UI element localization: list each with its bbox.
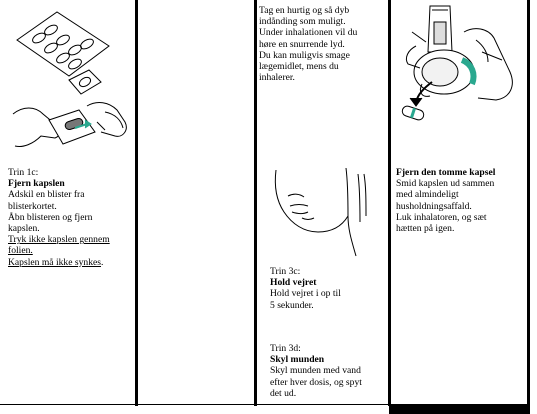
remove-capsule-line-4: Luk inhalatoren, og sæt xyxy=(396,211,487,223)
bottom-bar xyxy=(389,405,530,414)
inhale-line-4: høre en snurrende lyd. xyxy=(259,38,345,50)
inhale-line-3: Under inhalationen vil du xyxy=(259,27,358,39)
step-3d-line-3: det ud. xyxy=(270,387,297,399)
step-1c-warning-2: folien. xyxy=(8,245,33,257)
step-3d-line-1: Skyl munden med vand xyxy=(270,365,361,377)
column-divider-4 xyxy=(527,0,530,406)
step-1c-no-swallow: Kapslen må ikke synkes xyxy=(8,256,101,268)
column-divider-3 xyxy=(388,0,391,406)
step-3d-heading: Skyl munden xyxy=(270,354,325,366)
remove-capsule-line-1: Smid kapslen ud sammen xyxy=(396,178,495,190)
col3-step-3d xyxy=(270,343,362,399)
column-divider-1 xyxy=(135,0,138,406)
capsule-icon xyxy=(401,105,425,121)
inhaler-remove-capsule-illustration xyxy=(392,2,526,130)
step-1c-line-3: Åbn blisteren og fjern xyxy=(8,211,93,223)
step-3c-line-2: 5 sekunder. xyxy=(270,299,314,311)
step-1c-line-4: kapslen. xyxy=(8,223,40,235)
remove-capsule-line-3: husholdningsaffald. xyxy=(396,200,472,212)
inhaler-icon xyxy=(414,6,474,96)
bottom-rule xyxy=(0,404,530,405)
inhale-line-7: inhalerer. xyxy=(259,72,295,84)
col3-inhale-text xyxy=(259,5,357,83)
remove-capsule-line-5: hætten på igen. xyxy=(396,223,455,235)
step-3c-heading: Hold vejret xyxy=(270,277,317,289)
step-1c-warning-1: Tryk ikke kapslen gennem xyxy=(8,234,110,246)
col3-step-3c xyxy=(270,266,341,311)
step-1c-no-swallow-end: . xyxy=(101,256,104,268)
step-1c-line-2: blisterkortet. xyxy=(8,200,57,212)
remove-capsule-heading: Fjern den tomme kapsel xyxy=(396,167,496,178)
blister-illustration xyxy=(5,2,135,162)
step-3d-line-2: efter hver dosis, og spyt xyxy=(270,376,362,388)
col1-text xyxy=(8,167,110,268)
col4-text xyxy=(396,167,495,234)
step-3c-line-1: Hold vejret i op til xyxy=(270,288,341,300)
inhale-line-1: Tag en hurtig og så dyb xyxy=(259,5,350,16)
inhale-line-5: Du kan muligvis smage xyxy=(259,49,350,61)
step-1c-heading: Fjern kapslen xyxy=(8,178,65,190)
step-1c-no-swallow-row xyxy=(8,257,110,268)
step-1c-line-1: Adskil en blister fra xyxy=(8,189,85,201)
step-3c-label: Trin 3c: xyxy=(270,266,301,277)
inhale-line-6: lægemidlet, mens du xyxy=(259,61,339,73)
face-outline-icon xyxy=(275,170,348,232)
inhale-line-2: indånding som muligt. xyxy=(259,16,346,28)
face-holding-breath-illustration xyxy=(262,166,382,258)
step-1c-label: Trin 1c: xyxy=(8,167,39,178)
remove-capsule-line-2: med almindeligt xyxy=(396,189,459,201)
step-3d-label: Trin 3d: xyxy=(270,343,301,354)
hands-opening-blister-icon xyxy=(13,103,126,147)
single-blister-icon xyxy=(69,70,101,94)
column-divider-2 xyxy=(254,0,257,406)
